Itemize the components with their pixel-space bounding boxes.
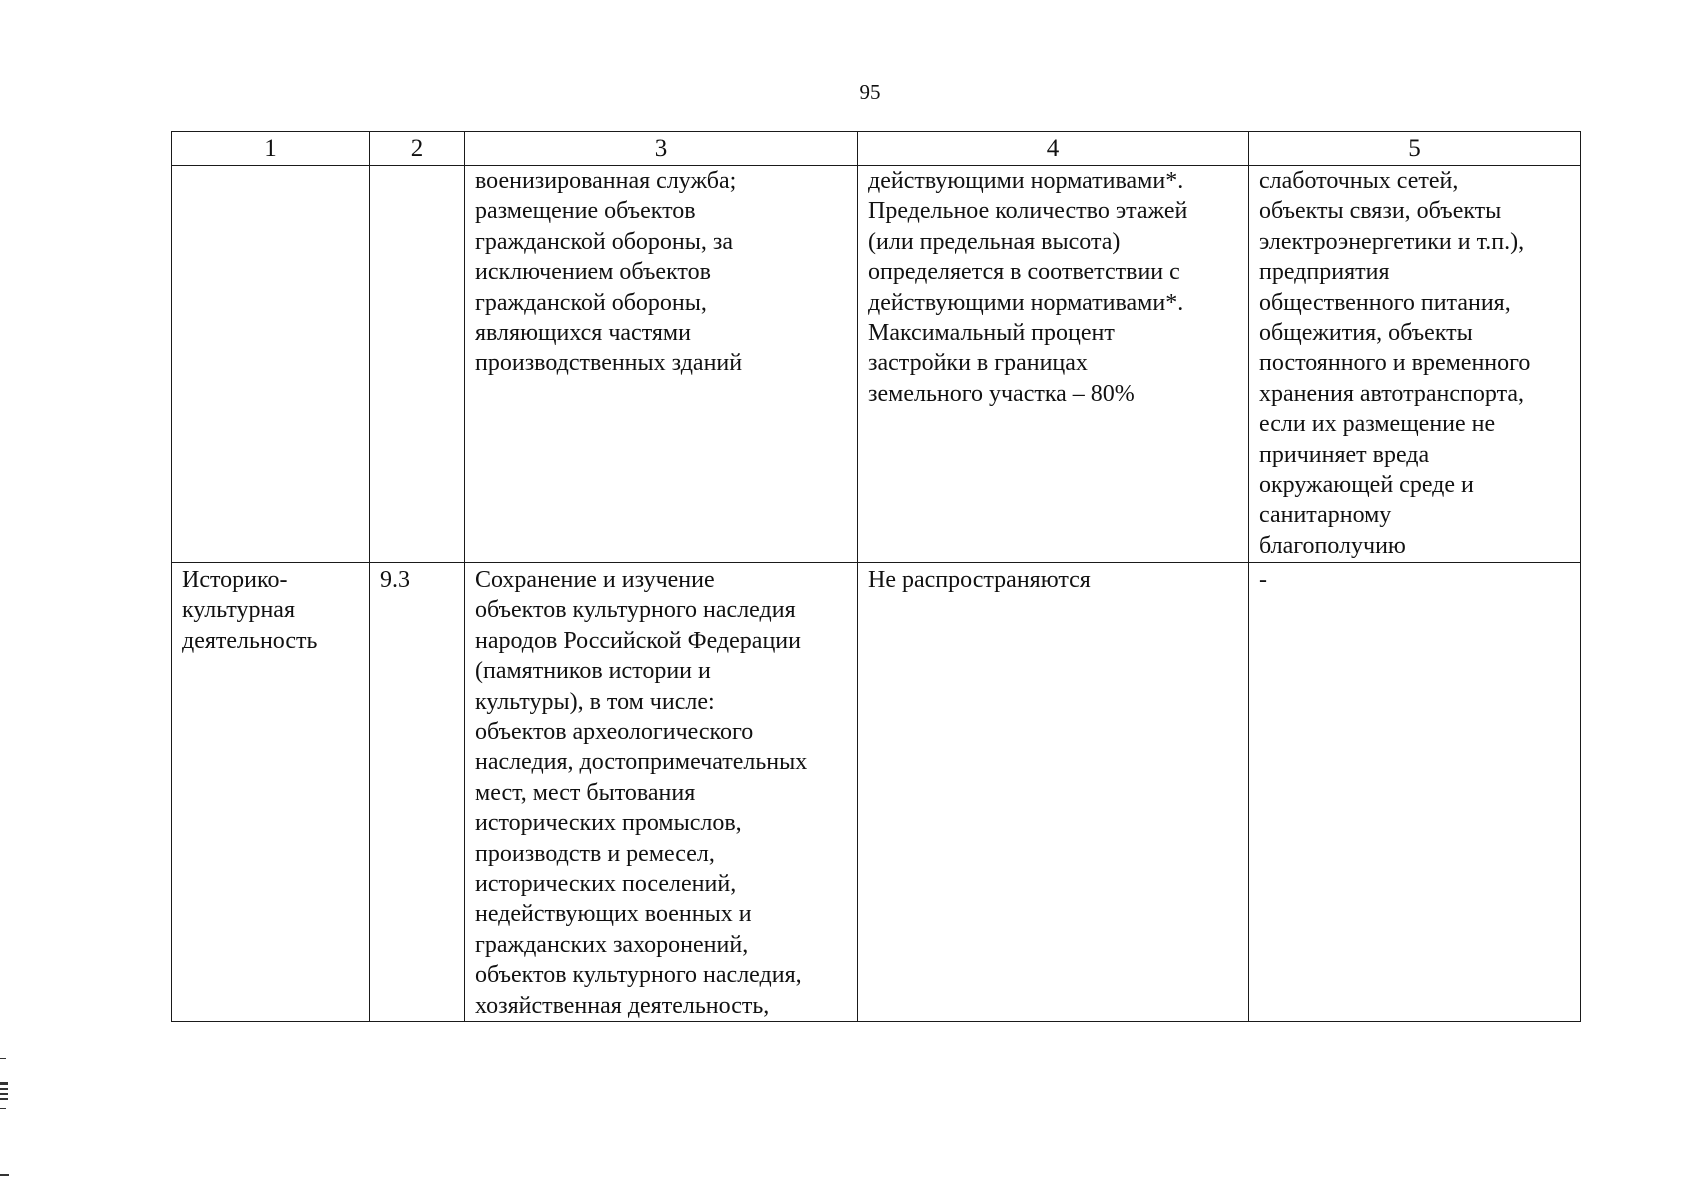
column-header-2: 2 <box>370 132 465 166</box>
table-cell <box>465 166 858 563</box>
scan-artifact <box>0 1174 9 1176</box>
cell-text: военизированная служба; размещение объектов гражданской обороны, за исключением объектов гражданской обороны, являющихся частями производственных зданий <box>475 168 743 377</box>
table-cell <box>858 166 1249 563</box>
cell-text: 9.3 <box>380 567 410 593</box>
cell-text: - <box>1259 567 1267 593</box>
table-cell <box>172 563 370 1022</box>
table-header-row <box>172 132 1581 166</box>
table-row <box>172 563 1581 1022</box>
table-cell <box>370 563 465 1022</box>
column-header-1: 1 <box>172 132 370 166</box>
scan-artifact <box>0 1093 8 1095</box>
scan-artifact <box>0 1058 6 1059</box>
cell-text: действующими нормативами*. Предельное количество этажей (или предельная высота) определяется в соответствии с действующими нормативами*. Максимальный процент застройки в границах земельного участка – 80% <box>868 168 1188 407</box>
table-cell <box>1249 563 1581 1022</box>
scan-artifact <box>0 1088 8 1090</box>
table-cell <box>858 563 1249 1022</box>
column-header-4: 4 <box>858 132 1249 166</box>
scan-artifact <box>0 1082 8 1085</box>
cell-text: Не распространяются <box>868 567 1091 593</box>
table-cell <box>370 166 465 563</box>
page-number: 95 <box>859 80 881 104</box>
table-cell <box>465 563 858 1022</box>
cell-text: Историко- культурная деятельность <box>182 567 318 654</box>
zoning-table <box>171 131 1581 1022</box>
scan-artifact <box>0 1108 6 1109</box>
table-cell <box>1249 166 1581 563</box>
column-header-3: 3 <box>465 132 858 166</box>
cell-text: Сохранение и изучение объектов культурного наследия народов Российской Федерации (памятников истории и культуры), в том числе: объектов археологического наследия, достопримечательных мест, мест бытования исторических промыслов, производств и ремесел, исторических поселений, недействующих военных и гражданских захоронений, объектов культурного наследия, хозяйственная деятельность, <box>475 567 808 1019</box>
table-row <box>172 166 1581 563</box>
scan-artifact <box>0 1098 8 1100</box>
column-header-5: 5 <box>1249 132 1581 166</box>
table-cell <box>172 166 370 563</box>
cell-text: слаботочных сетей, объекты связи, объекты электроэнергетики и т.п.), предприятия общественного питания, общежития, объекты постоянного и временного хранения автотранспорта, если их размещение не причиняет вреда окружающей среде и санитарному благополучию <box>1259 168 1531 559</box>
